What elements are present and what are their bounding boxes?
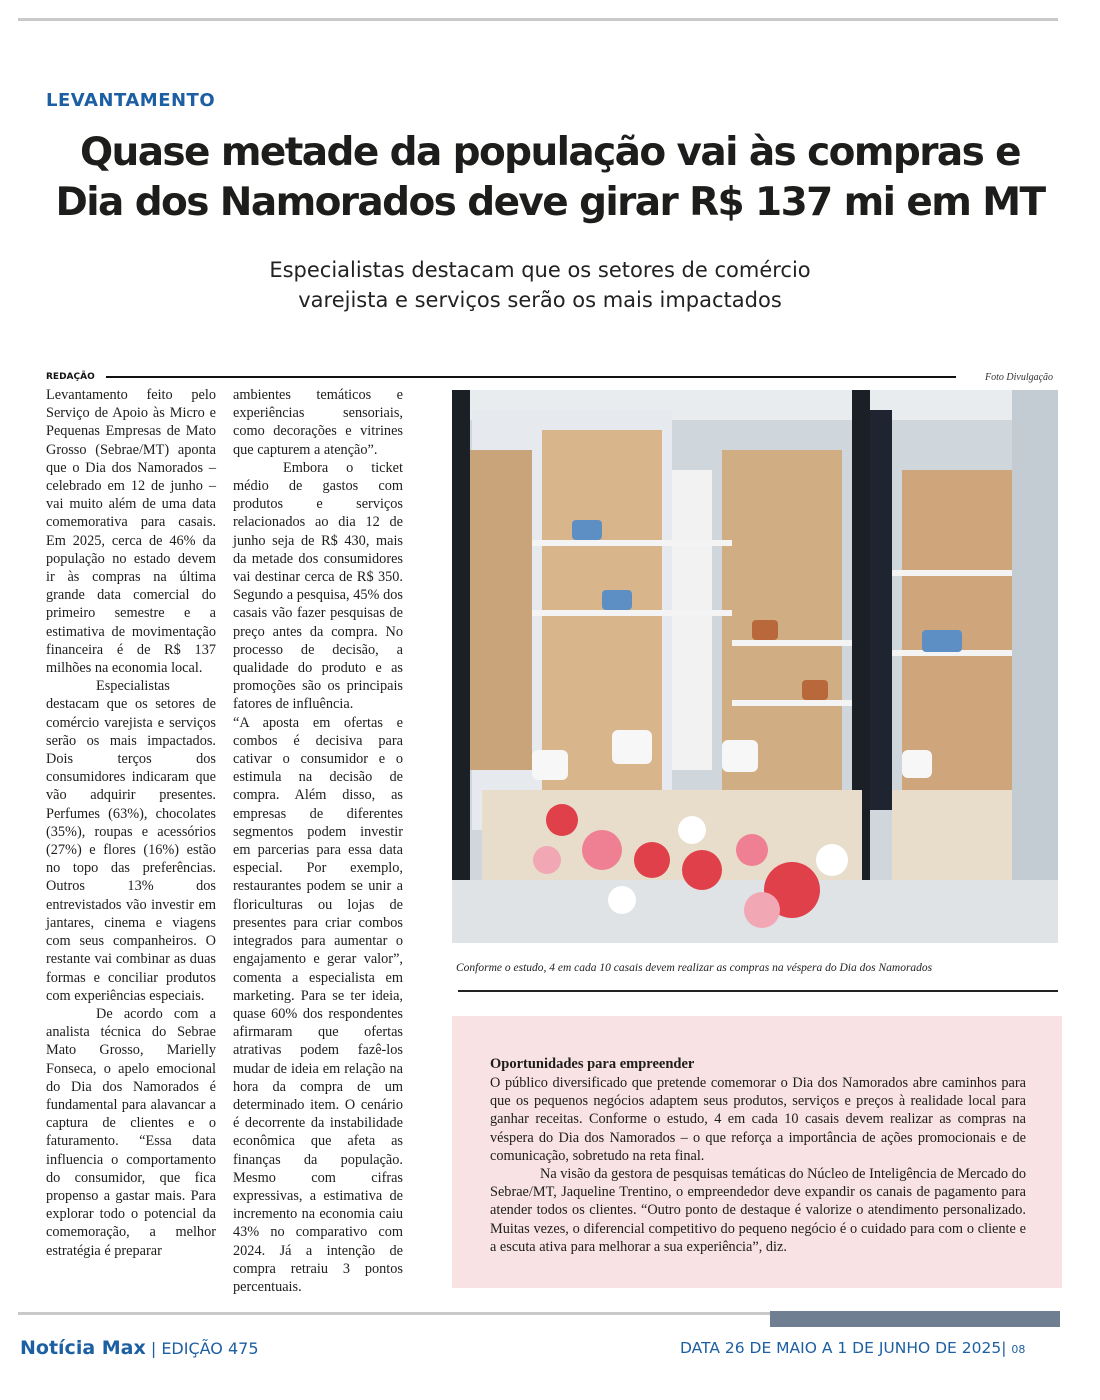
edition-label: | EDIÇÃO 475 [150, 1339, 259, 1358]
footer-left [20, 1337, 259, 1359]
headline-line-2: Dia dos Namorados deve girar R$ 137 mi em MT [55, 180, 1045, 225]
paragraph: Especialistas destacam que os setores de comércio varejista e serviços serão os mais impactados. Dois terços dos consumidores indicaram que vão adquirir presentes. Perfumes (63%), chocolates (35%), roupas e acessórios (27%) e flores (16%) estão no topo das preferências. Outros 13% dos entrevistados vão investir em jantares, cinema e viagens com seus companheiros. O restante vai combinar as duas formas e conciliar produtos com experiências especiais. [46, 678, 216, 1004]
footer-bar [770, 1311, 1060, 1327]
subheadline [150, 255, 930, 315]
paragraph: O público diversificado que pretende comemorar o Dia dos Namorados abre caminhos para que os pequenos negócios adaptem seus produtos, serviços e preços à realidade local para ganhar receitas. Conforme o estudo, 4 em cada 10 casais devem realizar as compras na véspera do Dia dos Namorados – o que reforça a importância de ações promocionais e de comunicação, sobretudo na reta final. [490, 1075, 1026, 1164]
article-column-1 [46, 386, 216, 1260]
paragraph: ambientes temáticos e experiências sensoriais, como decorações e vitrines que capturem a atenção”. [233, 387, 403, 458]
byline-rule [106, 376, 956, 378]
sidebar-box-title: Oportunidades para empreender [490, 1056, 695, 1072]
storefront-illustration [452, 390, 1058, 943]
section-kicker: LEVANTAMENTO [46, 90, 216, 111]
subhead-line-1: Especialistas destacam que os setores de comércio [269, 258, 811, 282]
paragraph: Levantamento feito pelo Serviço de Apoio às Micro e Pequenas Empresas de Mato Grosso (Sebrae/MT) aponta que o Dia dos Namorados – celebrado em 12 de junho – vai muito além de uma data comemorativa para casais. Em 2025, cerca de 46% da população no estado devem ir às compras na última grande data comercial do primeiro semestre e a estimativa de movimentação financeira é de R$ 137 milhões na economia local. [46, 387, 216, 677]
page-number: 08 [1011, 1343, 1026, 1356]
photo-caption: Conforme o estudo, 4 em cada 10 casais devem realizar as compras na véspera do Dia dos Namorados [456, 962, 933, 974]
top-rule [18, 18, 1058, 21]
headline [20, 128, 1080, 228]
byline: REDAÇÃO [46, 372, 95, 382]
sidebar-box-text [490, 1074, 1026, 1256]
photo-credit: Foto Divulgação [985, 372, 1054, 383]
paragraph: De acordo com a analista técnica do Sebrae Mato Grosso, Marielly Fonseca, o apelo emocional do Dia dos Namorados é fundamental para alavancar a captura de clientes e o faturamento. “Essa data influencia o comportamento do consumidor, que fica propenso a gastar mais. Para explorar todo o potencial da comemoração, a melhor estratégia é preparar [46, 1005, 216, 1259]
paragraph: Na visão da gestora de pesquisas temáticas do Núcleo de Inteligência de Mercado do Sebrae/MT, Jaqueline Trentino, o empreendedor deve expandir os canais de pagamento para atender todos os clientes. “Outro ponto de destaque é valorize o atendimento personalizado. Muitas vezes, o diferencial competitivo do pequeno negócio é o cuidado para com o cliente e a escuta ativa para melhorar a sua experiência”, diz. [490, 1166, 1026, 1255]
issue-date: DATA 26 DE MAIO A 1 DE JUNHO DE 2025 [680, 1339, 1002, 1357]
caption-rule [458, 990, 1058, 992]
subhead-line-2: varejista e serviços serão os mais impactados [298, 288, 782, 312]
headline-line-1: Quase metade da população vai às compras e [79, 130, 1021, 175]
paragraph: Embora o ticket médio de gastos com produtos e serviços relacionados ao dia 12 de junho seja de R$ 430, mais da metade dos consumidores vai destinar cerca de R$ 350. Segundo a pesquisa, 45% dos casais vão fazer pesquisas de preço antes da compra. No processo de decisão, a qualidade do produto e as promoções são os principais fatores de influência. [233, 459, 403, 713]
publication-name: Notícia Max [20, 1337, 146, 1359]
footer-right [680, 1339, 1025, 1357]
storefront-photo [452, 390, 1058, 943]
article-column-2 [233, 386, 403, 1296]
footer-separator: | [1001, 1339, 1007, 1357]
paragraph: “A aposta em ofertas e combos é decisiva para cativar o consumidor e o estimula na decisão de compra. Além disso, as empresas de diferentes segmentos podem investir em parcerias para essa data especial. Por exemplo, restaurantes podem se unir a floriculturas ou lojas de presentes para criar combos integrados para aumentar o engajamento e gerar valor”, comenta a especialista em marketing. Para se ter ideia, quase 60% dos respondentes afirmaram que ofertas atrativas podem fazê-los mudar de ideia em relação na hora da compra de um determinado item. O cenário é decorrente da instabilidade econômica que afeta as finanças da população. Mesmo com cifras expressivas, a estimativa de incremento na economia caiu 43% no comparativo com 2024. Já a intenção de compra retraiu 3 pontos percentuais. [233, 714, 403, 1295]
